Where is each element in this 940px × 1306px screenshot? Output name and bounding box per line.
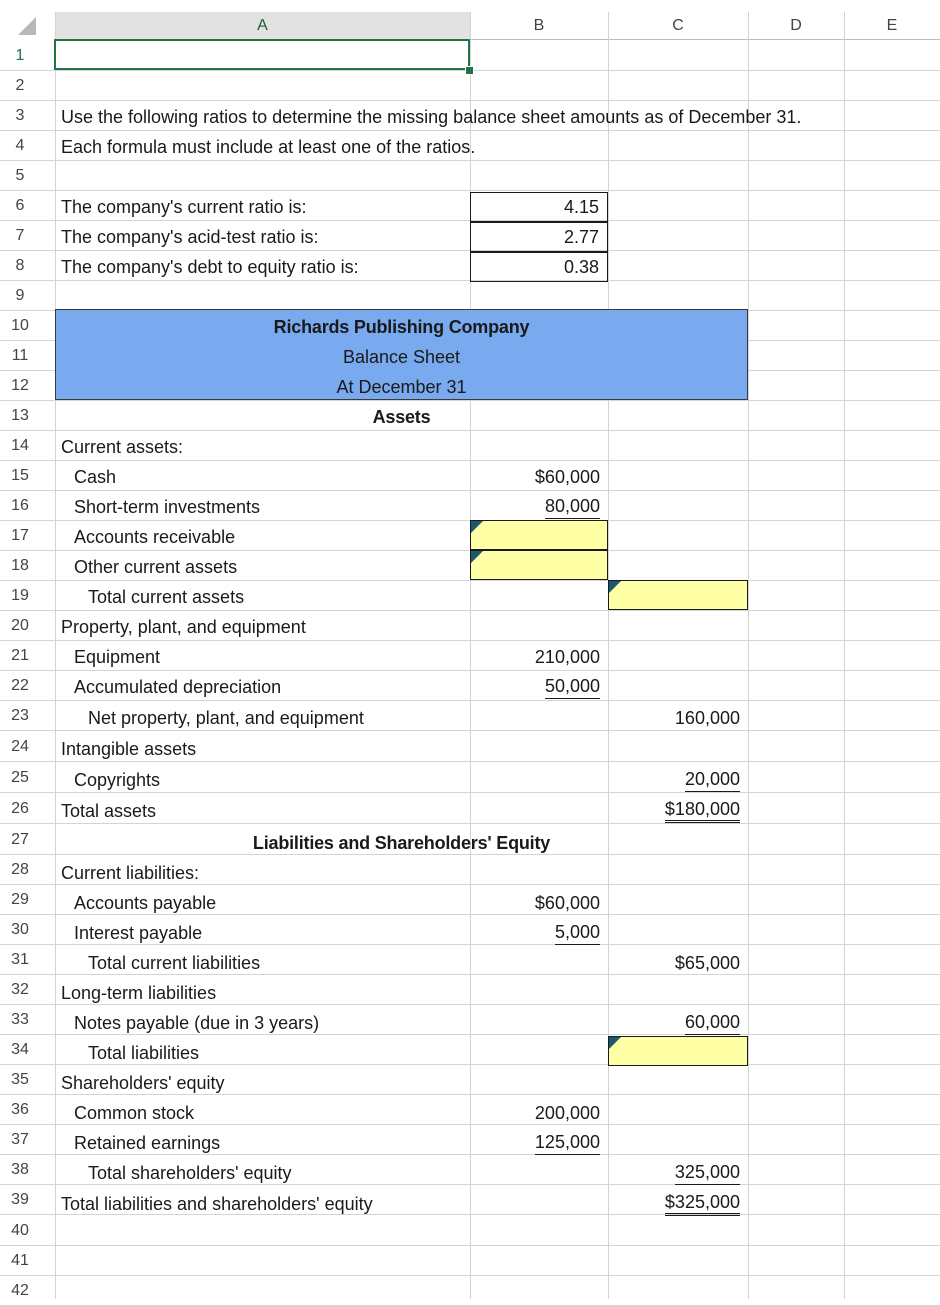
- row-header-40[interactable]: 40: [11, 1222, 29, 1239]
- liabilities-equity-heading: Liabilities and Shareholders' Equity: [252, 832, 551, 853]
- row-header-20[interactable]: 20: [11, 617, 29, 634]
- row-header-25[interactable]: 25: [11, 769, 29, 786]
- interest-payable-amount: 5,000: [555, 922, 600, 945]
- row-header-29[interactable]: 29: [11, 891, 29, 908]
- comment-indicator-icon: [609, 581, 621, 593]
- retained-earnings-amount: 125,000: [535, 1132, 600, 1155]
- row-header-8[interactable]: 8: [15, 257, 25, 274]
- notes-payable-value[interactable]: [608, 1008, 748, 1038]
- row-header-38[interactable]: 38: [11, 1161, 29, 1178]
- gridline: [0, 1275, 940, 1276]
- total-shareholders-equity-amount: 325,000: [675, 1162, 740, 1185]
- total-current-assets-input[interactable]: [608, 580, 748, 610]
- row-header-6[interactable]: 6: [15, 197, 25, 214]
- total-current-liabilities-value[interactable]: $65,000: [674, 952, 740, 973]
- row-header-22[interactable]: 22: [11, 677, 29, 694]
- common-stock-label: Common stock: [74, 1102, 195, 1123]
- accounts-payable-label: Accounts payable: [74, 892, 217, 913]
- row-header-26[interactable]: 26: [11, 800, 29, 817]
- long-term-liabilities-label: Long-term liabilities: [61, 982, 217, 1003]
- total-current-assets-label: Total current assets: [88, 586, 245, 607]
- column-header-e[interactable]: E: [844, 12, 940, 40]
- interest-payable-value[interactable]: [470, 918, 608, 948]
- row-header-17[interactable]: 17: [11, 527, 29, 544]
- row-header-12[interactable]: 12: [11, 377, 29, 394]
- select-all-corner[interactable]: [0, 12, 40, 39]
- row-header-31[interactable]: 31: [11, 951, 29, 968]
- row-header-14[interactable]: 14: [11, 437, 29, 454]
- cash-value[interactable]: $60,000: [534, 466, 600, 487]
- total-assets-value[interactable]: [608, 796, 748, 826]
- gridline: [844, 12, 845, 1299]
- row-header-16[interactable]: 16: [11, 497, 29, 514]
- accounts-payable-value[interactable]: $60,000: [534, 892, 600, 913]
- comment-indicator-icon: [471, 521, 483, 533]
- row-header-30[interactable]: 30: [11, 921, 29, 938]
- acid-test-ratio-label: The company's acid-test ratio is:: [61, 226, 319, 247]
- intangible-assets-label: Intangible assets: [61, 738, 197, 759]
- current-liabilities-label: Current liabilities:: [61, 862, 200, 883]
- interest-payable-label: Interest payable: [74, 922, 203, 943]
- company-name: Richards Publishing Company: [273, 316, 530, 337]
- row-header-19[interactable]: 19: [11, 587, 29, 604]
- column-header-c[interactable]: C: [608, 12, 748, 40]
- row-header-28[interactable]: 28: [11, 861, 29, 878]
- row-header-5[interactable]: 5: [15, 167, 25, 184]
- current-ratio-value[interactable]: 4.15: [470, 192, 608, 222]
- row-header-24[interactable]: 24: [11, 738, 29, 755]
- retained-earnings-label: Retained earnings: [74, 1132, 221, 1153]
- row-header-3[interactable]: 3: [15, 107, 25, 124]
- copyrights-amount: 20,000: [685, 769, 740, 792]
- ppe-label: Property, plant, and equipment: [61, 616, 306, 637]
- comment-indicator-icon: [609, 1037, 621, 1049]
- row-header-18[interactable]: 18: [11, 557, 29, 574]
- shareholders-equity-label: Shareholders' equity: [61, 1072, 225, 1093]
- row-header-1[interactable]: 1: [15, 47, 25, 64]
- acid-test-ratio-value[interactable]: 2.77: [470, 222, 608, 252]
- column-header-d[interactable]: D: [748, 12, 844, 40]
- row-header-39[interactable]: 39: [11, 1191, 29, 1208]
- gridline: [608, 12, 609, 1299]
- current-assets-label: Current assets:: [61, 436, 184, 457]
- assets-heading: Assets: [372, 406, 431, 427]
- copyrights-label: Copyrights: [74, 769, 161, 790]
- row-header-10[interactable]: 10: [11, 317, 29, 334]
- row-header-21[interactable]: 21: [11, 647, 29, 664]
- total-liabilities-equity-label: Total liabilities and shareholders' equity: [61, 1193, 373, 1214]
- row-header-11[interactable]: 11: [11, 347, 29, 364]
- short-term-investments-value[interactable]: [470, 492, 608, 522]
- net-ppe-value[interactable]: 160,000: [674, 707, 740, 728]
- row-header-41[interactable]: 41: [11, 1252, 29, 1269]
- total-liabilities-input[interactable]: [608, 1036, 748, 1066]
- row-header-13[interactable]: 13: [11, 407, 29, 424]
- instruction-line-1: Use the following ratios to determine the missing balance sheet amounts as of December 31.: [61, 106, 802, 127]
- comment-indicator-icon: [471, 551, 483, 563]
- row-header-36[interactable]: 36: [11, 1101, 29, 1118]
- copyrights-value[interactable]: [608, 765, 748, 795]
- row-header-35[interactable]: 35: [11, 1071, 29, 1088]
- total-liabilities-equity-amount: $325,000: [665, 1192, 740, 1216]
- column-header-b[interactable]: B: [470, 12, 608, 40]
- accumulated-depreciation-value[interactable]: [470, 672, 608, 702]
- fill-handle[interactable]: [465, 66, 474, 75]
- active-cell-a1[interactable]: [54, 39, 470, 70]
- statement-title: Balance Sheet: [342, 346, 461, 367]
- row-header-33[interactable]: 33: [11, 1011, 29, 1028]
- current-ratio-label: The company's current ratio is:: [61, 196, 307, 217]
- common-stock-value[interactable]: 200,000: [534, 1102, 600, 1123]
- row-header-32[interactable]: 32: [11, 981, 29, 998]
- cash-label: Cash: [74, 466, 117, 487]
- equipment-label: Equipment: [74, 646, 161, 667]
- select-all-triangle-icon: [18, 17, 36, 35]
- gridline: [55, 12, 56, 1299]
- row-header-4[interactable]: 4: [15, 137, 25, 154]
- net-ppe-label: Net property, plant, and equipment: [88, 707, 364, 728]
- gridline: [0, 100, 940, 101]
- notes-payable-label: Notes payable (due in 3 years): [74, 1012, 320, 1033]
- gridline: [0, 1245, 940, 1246]
- row-header-2[interactable]: 2: [15, 77, 25, 94]
- accounts-receivable-label: Accounts receivable: [74, 526, 236, 547]
- row-header-34[interactable]: 34: [11, 1041, 29, 1058]
- row-header-37[interactable]: 37: [11, 1131, 29, 1148]
- retained-earnings-value[interactable]: [470, 1128, 608, 1158]
- gridline: [748, 12, 749, 1299]
- short-term-investments-amount: 80,000: [545, 496, 600, 519]
- debt-equity-ratio-label: The company's debt to equity ratio is:: [61, 256, 359, 277]
- row-header-7[interactable]: 7: [15, 227, 25, 244]
- row-header-27[interactable]: 27: [11, 831, 29, 848]
- column-header-a[interactable]: A: [55, 12, 470, 41]
- total-current-liabilities-label: Total current liabilities: [88, 952, 261, 973]
- row-header-15[interactable]: 15: [11, 467, 29, 484]
- total-shareholders-equity-label: Total shareholders' equity: [88, 1162, 292, 1183]
- row-header-23[interactable]: 23: [11, 707, 29, 724]
- debt-equity-ratio-value[interactable]: 0.38: [470, 252, 608, 282]
- instruction-line-2: Each formula must include at least one of the ratios.: [61, 136, 476, 157]
- accumulated-depreciation-amount: 50,000: [545, 676, 600, 699]
- total-shareholders-equity-value[interactable]: [608, 1158, 748, 1188]
- equipment-value[interactable]: 210,000: [534, 646, 600, 667]
- short-term-investments-label: Short-term investments: [74, 496, 261, 517]
- accumulated-depreciation-label: Accumulated depreciation: [74, 676, 282, 697]
- row-header-9[interactable]: 9: [15, 287, 25, 304]
- total-liabilities-equity-value[interactable]: [608, 1189, 748, 1219]
- gridline: [0, 190, 940, 191]
- row-header-42[interactable]: 42: [11, 1282, 29, 1299]
- other-current-assets-label: Other current assets: [74, 556, 238, 577]
- accounts-receivable-input[interactable]: [470, 520, 608, 550]
- other-current-assets-input[interactable]: [470, 550, 608, 580]
- statement-date: At December 31: [336, 376, 467, 397]
- total-assets-label: Total assets: [61, 800, 157, 821]
- notes-payable-amount: 60,000: [685, 1012, 740, 1035]
- total-liabilities-label: Total liabilities: [88, 1042, 200, 1063]
- total-assets-amount: $180,000: [665, 799, 740, 823]
